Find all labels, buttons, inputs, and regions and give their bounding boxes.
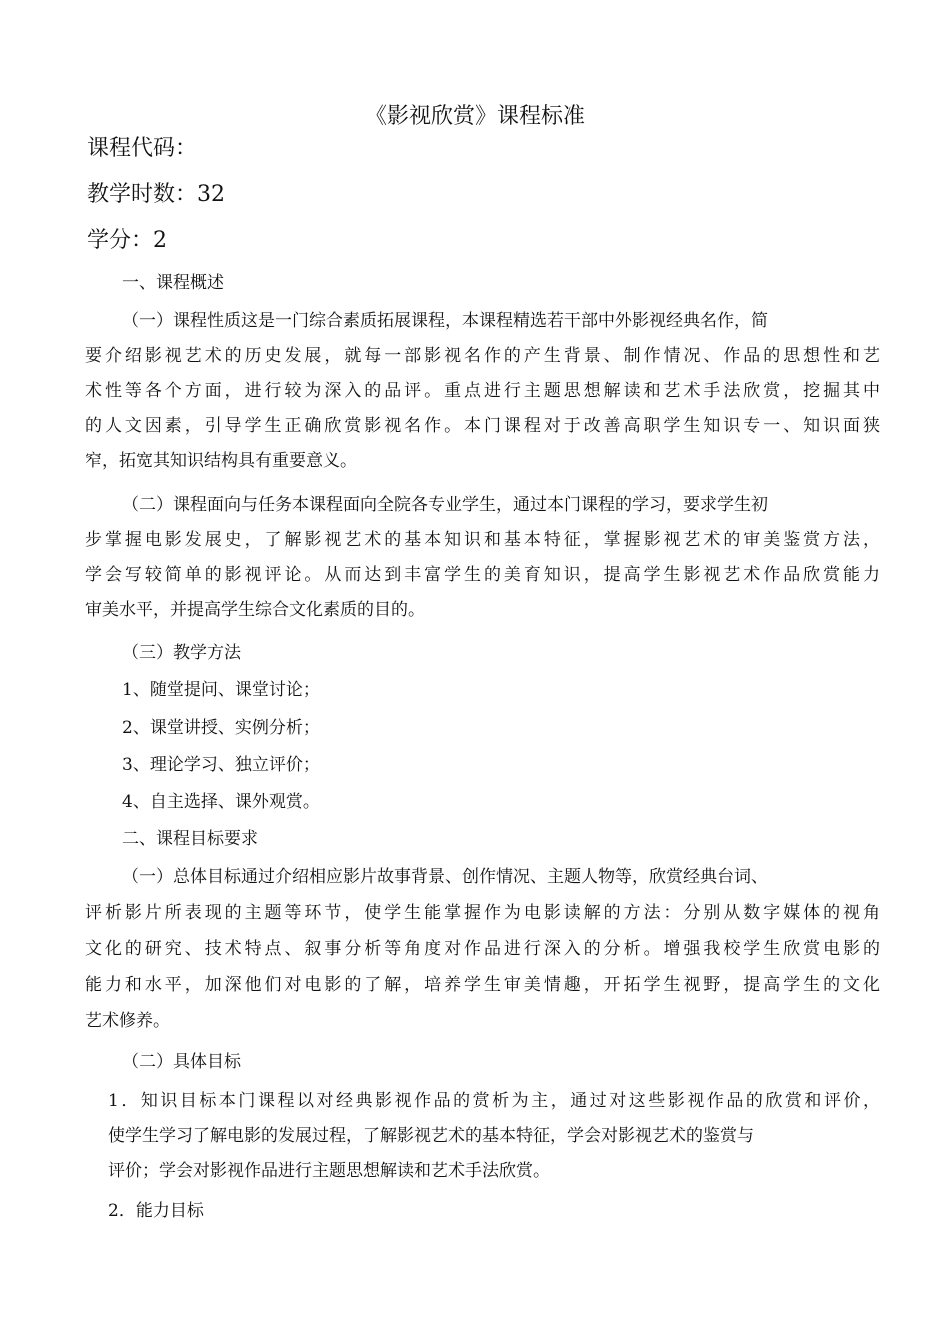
credits: 学分：2 — [87, 228, 167, 253]
paragraph-line: 窄，拓宽其知识结构具有重要意义。 — [85, 451, 357, 471]
list-item: 1、随堂提问、课堂讨论； — [122, 680, 320, 700]
paragraph-line: 评析影片所表现的主题等环节，使学生能掌握作为电影读解的方法：分别从数字媒体的视角 — [85, 903, 880, 923]
paragraph-line: 评价；学会对影视作品进行主题思想解读和艺术手法欣赏。 — [108, 1161, 550, 1181]
list-item: 4、自主选择、课外观赏。 — [122, 792, 320, 812]
subsection-heading: （三）教学方法 — [122, 643, 241, 663]
paragraph-line: 1．知识目标本门课程以对经典影视作品的赏析为主，通过对这些影视作品的欣赏和评价， — [108, 1091, 880, 1111]
paragraph-line: 要介绍影视艺术的历史发展，就每一部影视名作的产生背景、制作情况、作品的思想性和艺 — [85, 346, 880, 366]
list-item: 2、课堂讲授、实例分析； — [122, 718, 320, 738]
subsection-heading: （二）具体目标 — [122, 1052, 241, 1072]
teaching-hours: 教学时数：32 — [87, 182, 225, 207]
paragraph-line: 文化的研究、技术特点、叙事分析等角度对作品进行深入的分析。增强我校学生欣赏电影的 — [85, 939, 880, 959]
paragraph-line: 审美水平，并提高学生综合文化素质的目的。 — [85, 600, 425, 620]
paragraph-line: 学会写较简单的影视评论。从而达到丰富学生的美育知识，提高学生影视艺术作品欣赏能力 — [85, 565, 880, 585]
paragraph-line: 使学生学习了解电影的发展过程，了解影视艺术的基本特征，学会对影视艺术的鉴赏与 — [108, 1126, 754, 1146]
section-heading: 一、课程概述 — [122, 273, 224, 293]
paragraph-line: （二）课程面向与任务本课程面向全院各专业学生，通过本门课程的学习，要求学生初 — [122, 495, 768, 515]
section-heading: 二、课程目标要求 — [122, 829, 258, 849]
paragraph-line: （一）课程性质这是一门综合素质拓展课程，本课程精选若干部中外影视经典名作，简 — [122, 311, 768, 331]
list-item: 3、理论学习、独立评价； — [122, 755, 320, 775]
paragraph-line: （一）总体目标通过介绍相应影片故事背景、创作情况、主题人物等，欣赏经典台词、 — [122, 867, 768, 887]
paragraph-line: 艺术修养。 — [85, 1011, 170, 1031]
subsection-heading: 2．能力目标 — [108, 1201, 204, 1221]
paragraph-line: 步掌握电影发展史，了解影视艺术的基本知识和基本特征，掌握影视艺术的审美鉴赏方法， — [85, 530, 880, 550]
paragraph-line: 能力和水平，加深他们对电影的了解，培养学生审美情趣，开拓学生视野，提高学生的文化 — [85, 975, 880, 995]
paragraph-line: 的人文因素，引导学生正确欣赏影视名作。本门课程对于改善高职学生知识专一、知识面狭 — [85, 416, 880, 436]
paragraph-line: 术性等各个方面，进行较为深入的品评。重点进行主题思想解读和艺术手法欣赏，挖掘其中 — [85, 381, 880, 401]
course-code: 课程代码： — [87, 136, 198, 161]
document-title: 《影视欣赏》课程标准 — [364, 104, 585, 129]
